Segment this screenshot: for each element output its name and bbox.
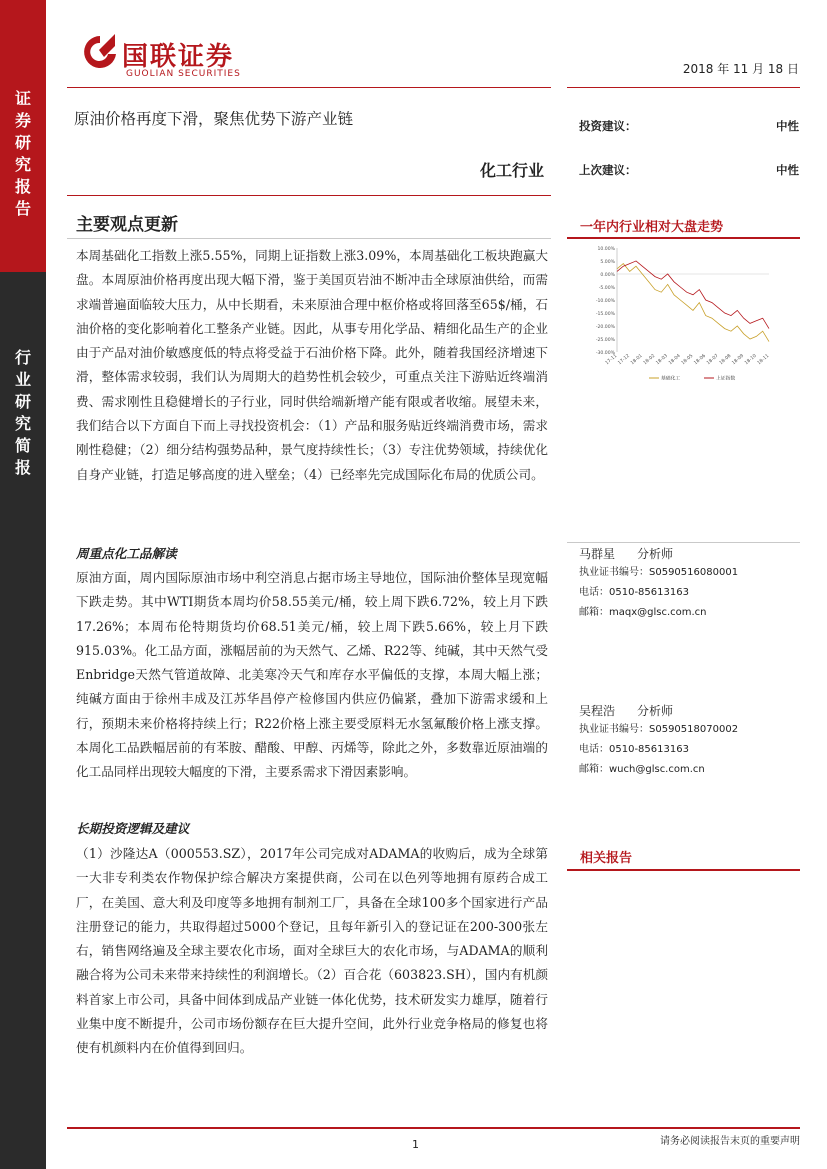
y-tick-label: -10.00% — [595, 299, 615, 304]
paragraph-long-term-logic: （1）沙隆达A（000553.SZ），2017年公司完成对ADAMA的收购后，成为全球第一大非专利类农作物保护综合解决方案提供商，公司在以色列等地拥有原药合成工厂，在美国、意大利及印度等多地拥有制剂工厂，具备在全球100多个国家进行产品注册登记的能力，共取得超过5000个登记，且每年新引入的登记证在200-300张左右，销售网络遍及全球主要农化市场，面对全球巨大的农化市场，与ADAMA的顺利融合将为公司未来带来持续性的利润增长。（2）百合花（603823.SH），国内有机颜料首家上市公司，具备中间体到成品产业链一体化优势，技术研发实力雄厚，随着行业集中度不断提升，公司市场份额存在巨大提升空间，此外行业竞争格局的修复也将使有机颜料内在价值得到回归。 — [76, 846, 548, 1056]
disclaimer-note: 请务必阅读报告末页的重要声明 — [660, 1136, 800, 1147]
subheading-long-term-logic: 长期投资逻辑及建议 — [76, 821, 190, 836]
y-tick-label: -25.00% — [595, 338, 615, 343]
analyst-divider — [567, 542, 800, 543]
x-tick-label: 18-10 — [744, 353, 758, 367]
x-tick-label: 18-11 — [756, 353, 771, 367]
sidebar-report-type-label: 证 券 研 究 报 告 — [14, 89, 31, 218]
brand-name-english: GUOLIAN SECURITIES — [126, 69, 241, 79]
section-divider — [67, 238, 551, 239]
y-tick-label: -5.00% — [598, 286, 615, 291]
previous-rating — [579, 162, 799, 178]
report-title: 原油价格再度下滑，聚焦优势下游产业链 — [74, 110, 354, 128]
analyst-card — [579, 545, 799, 623]
sidebar-report-category-label: 行 业 研 究 简 报 — [14, 348, 31, 477]
related-reports-header — [567, 842, 800, 871]
header-divider-right — [567, 87, 800, 88]
page-number: 1 — [412, 1138, 419, 1151]
analyst-email[interactable]: 邮箱：wuch@glsc.com.cn — [579, 764, 705, 775]
paragraph-weekly-chemicals: 原油方面，周内国际原油市场中利空消息占据市场主导地位，国际油价整体呈现宽幅下跌走势。其中WTI期货本周均价58.55美元/桶，较上周下跌6.72%，较上月下跌17.26%；本周布伦特期货均价68.51美元/桶，较上周下跌5.66%，较上月下跌915.03%。化工品方面，涨幅居前的为天然气、乙烯、R22等、纯碱，其中天然气受Enbridge天然气管道故障、北美寒冷天气和库存水平偏低的支撑，本周大幅上涨；纯碱方面由于徐州丰成及江苏华昌停产检修国内供应仍偏紧，叠加下游需求缓和上行，预期未来价格将持续上行；R22价格上涨主要受原料无水氢氟酸价格上涨支撑。本周化工品跌幅居前的有苯胺、醋酸、甲醇、丙烯等，除此之外，多数靠近原油端的化工品同样出现较大幅度的下滑，主要系需求下滑因素影响。 — [76, 570, 548, 780]
y-tick-label: 0.00% — [600, 273, 615, 278]
brand-logo-icon — [82, 32, 118, 82]
section-heading-main-views: 主要观点更新 — [76, 215, 178, 235]
legend-label: 上证指数 — [716, 376, 736, 382]
analyst-email[interactable]: 邮箱：maqx@glsc.com.cn — [579, 607, 707, 618]
analyst-name: 马群星 — [579, 547, 616, 561]
chart-section-title: 一年内行业相对大盘走势 — [580, 220, 724, 235]
x-tick-label: 18-09 — [731, 353, 745, 367]
x-tick-label: 18-02 — [642, 353, 657, 367]
related-reports-title: 相关报告 — [580, 851, 633, 866]
previous-rating-label: 上次建议： — [579, 163, 637, 177]
y-tick-label: 10.00% — [597, 247, 615, 252]
title-divider — [67, 195, 551, 196]
x-tick-label: 18-08 — [718, 353, 733, 367]
analyst-role: 分析师 — [637, 547, 674, 561]
current-rating-value: 中性 — [776, 119, 799, 133]
relative-performance-chart — [587, 244, 777, 384]
x-tick-label: 18-03 — [655, 353, 669, 367]
legend-label: 基础化工 — [661, 376, 681, 382]
analyst-role: 分析师 — [637, 704, 674, 718]
paragraph-summary: 本周基础化工指数上涨5.55%，同期上证指数上涨3.09%，本周基础化工板块跑赢大盘。本周原油价格再度出现大幅下滑，鉴于美国页岩油不断冲击全球原油供给，而需求端普遍面临较大压力，从中长期看，未来原油合理中枢价格或将回落至65$/桶，石油价格的变化影响着化工整条产业链。因此，从事专用化学品、精细化品生产的企业由于产品对油价敏感度低的特点将受益于石油价格下降。此外，随着我国经济增速下滑，整体需求较弱，我们认为周期大的趋势性机会较少，可重点关注下游贴近终端消费、需求刚性且稳健增长的子行业，同时供给端新增产能有限或者收缩。展望未来，我们结合以下方面自下而上寻找投资机会：（1）产品和服务贴近终端消费市场，需求刚性稳健；（2）细分结构强势品种，景气度持续性长；（3）专注优势领域，持续优化自身产业链，打造足够高度的进入壁垒；（4）已经率先完成国际化布局的优质公司。 — [76, 248, 548, 482]
analyst-name: 吴程浩 — [579, 704, 616, 718]
x-tick-label: 18-04 — [668, 353, 682, 367]
sidebar — [0, 0, 46, 1169]
subheading-weekly-chemicals: 周重点化工品解读 — [76, 546, 177, 561]
y-tick-label: 5.00% — [600, 260, 615, 265]
chart-section-header — [567, 210, 800, 239]
brand-name: 国联证券 — [122, 42, 235, 72]
header-divider — [67, 87, 551, 88]
x-tick-label: 18-06 — [693, 353, 707, 367]
current-rating — [579, 118, 799, 134]
y-tick-label: -30.00% — [595, 351, 615, 356]
analyst-cert: 执业证书编号：S0590516080001 — [579, 567, 739, 578]
x-tick-label: 18-07 — [706, 353, 720, 367]
y-tick-label: -20.00% — [595, 325, 615, 330]
industry-label: 化工行业 — [479, 161, 544, 180]
analyst-cert: 执业证书编号：S0590518070002 — [579, 724, 739, 735]
footer-divider — [67, 1127, 800, 1129]
x-tick-label: 17-12 — [617, 353, 631, 367]
y-tick-label: -15.00% — [595, 312, 615, 317]
x-tick-label: 17-11 — [604, 353, 619, 367]
x-tick-label: 18-01 — [630, 353, 644, 367]
series-line-chemical-index — [617, 264, 769, 342]
current-rating-label: 投资建议： — [579, 119, 637, 133]
analyst-phone: 电话：0510-85613163 — [579, 587, 689, 598]
analyst-card — [579, 702, 799, 780]
previous-rating-value: 中性 — [776, 163, 799, 177]
analyst-phone: 电话：0510-85613163 — [579, 744, 689, 755]
x-tick-label: 18-05 — [680, 353, 695, 367]
report-date: 2018 年 11 月 18 日 — [682, 62, 799, 76]
